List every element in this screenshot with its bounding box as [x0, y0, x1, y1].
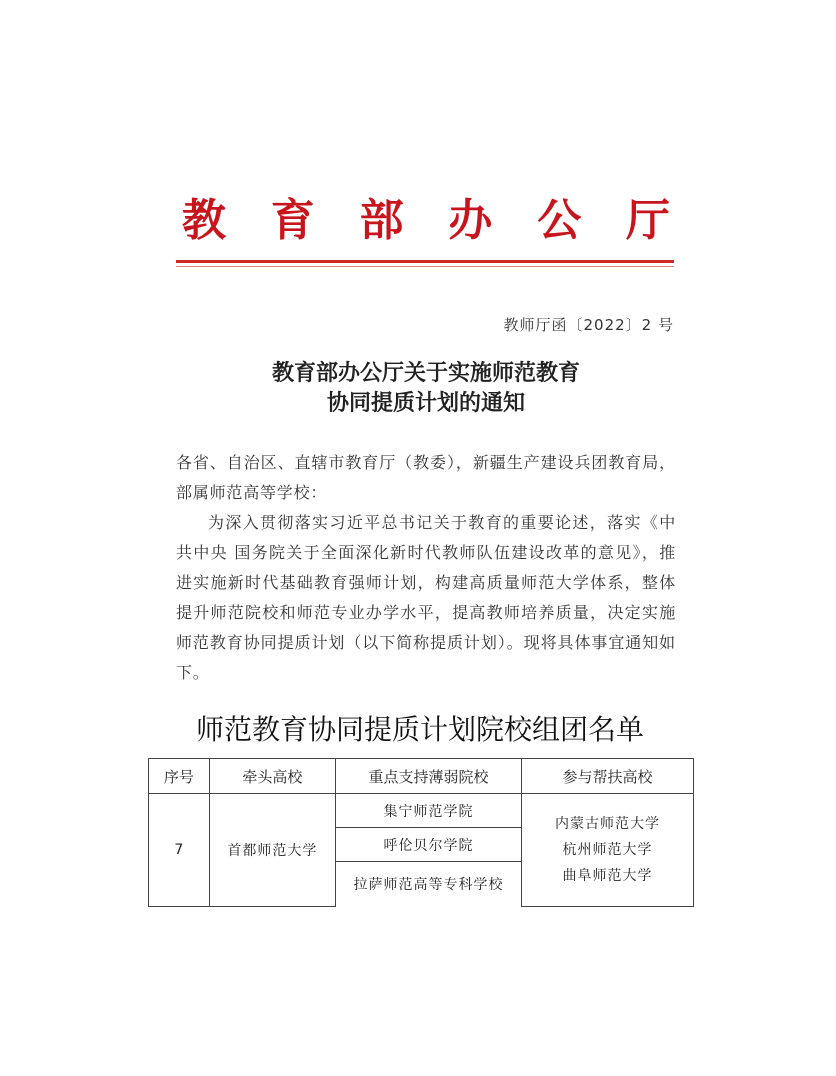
header-helpers: 参与帮扶高校 [521, 759, 693, 794]
table-row [149, 794, 694, 828]
supported-school: 集宁师范学院 [336, 794, 522, 828]
notice-body [176, 448, 676, 688]
supported-school: 呼伦贝尔学院 [336, 828, 522, 862]
helper-school: 曲阜师范大学 [562, 867, 653, 884]
notice-title-line1: 教育部办公厅关于实施师范教育 [271, 360, 580, 386]
salutation: 各省、自治区、直辖市教育厅（教委），新疆生产建设兵团教育局，部属师范高等学校： [176, 453, 676, 502]
issuer-char: 育 [270, 195, 315, 246]
header-lead: 牵头高校 [209, 759, 335, 794]
list-title: 师范教育协同提质计划院校组团名单 [195, 713, 644, 746]
supported-school: 拉萨师范高等专科学校 [336, 862, 522, 907]
header-index: 序号 [149, 759, 210, 794]
issuer-char: 部 [359, 195, 404, 246]
document-number: 教师厅函〔2022〕2 号 [503, 316, 674, 334]
header-supported: 重点支持薄弱院校 [336, 759, 522, 794]
table-header-row [149, 759, 694, 794]
issuer-header [176, 186, 676, 246]
row-index: 7 [149, 794, 210, 907]
header-divider-thin [176, 266, 674, 267]
helper-school: 杭州师范大学 [562, 841, 653, 858]
row-helpers [521, 794, 693, 907]
roster-table [148, 758, 694, 907]
issuer-char: 教 [182, 195, 226, 246]
notice-title-line2: 协同提质计划的通知 [326, 390, 525, 416]
header-divider [176, 260, 674, 263]
issuer-char: 厅 [625, 195, 670, 246]
body-paragraph: 为深入贯彻落实习近平总书记关于教育的重要论述，落实《中共中央 国务院关于全面深化新时代教师队伍建设改革的意见》，推进实施新时代基础教育强师计划，构建高质量师范大学体系，整体提升师范院校和师范专业办学水平，提高教师培养质量，决定实施师范教育协同提质计划（以下简称提质计划）。现将具体事宜通知如下。 [176, 513, 676, 682]
issuer-char: 办 [448, 195, 493, 246]
helper-school: 内蒙古师范大学 [554, 815, 660, 832]
row-lead: 首都师范大学 [209, 794, 335, 907]
issuer-char: 公 [537, 195, 582, 246]
notice-title [176, 358, 676, 418]
